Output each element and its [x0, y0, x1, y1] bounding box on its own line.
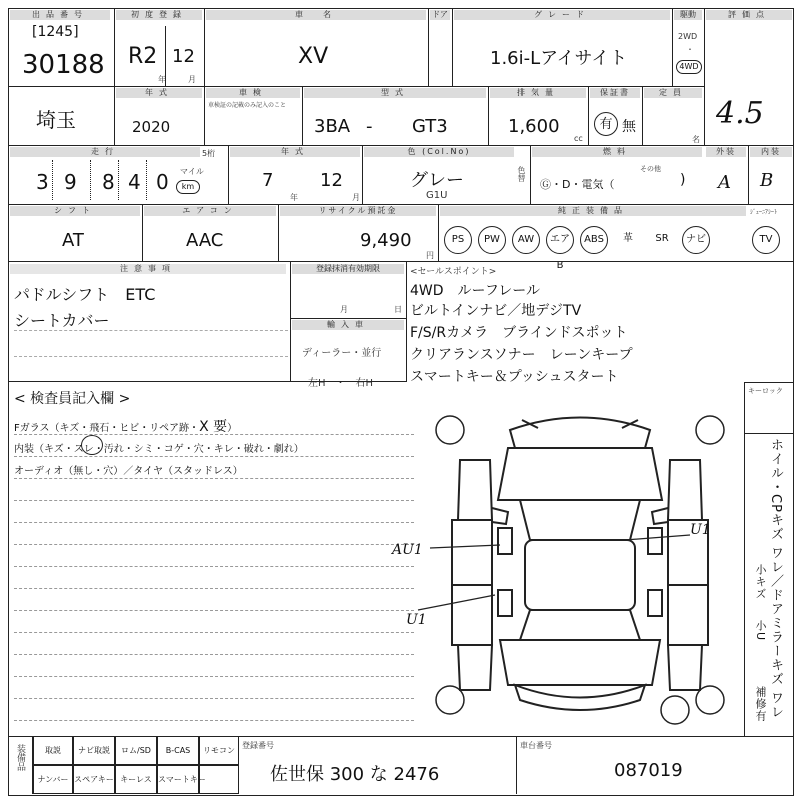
notes-line-1: パドルシフト ETC [14, 285, 156, 304]
equipment-cell: スペアキー [73, 765, 115, 794]
equipment-item: ABS [580, 226, 608, 254]
equipment-item: エアB [546, 226, 574, 254]
equipment-cell: ナンバー [33, 765, 73, 794]
car-name-header: 車 名 [206, 10, 426, 20]
plate-value: 佐世保 300 な 2476 [270, 764, 440, 785]
bottom-side-label: 装備品 [15, 744, 25, 771]
grade-header: グレード [454, 10, 670, 20]
legend-small: 小キズ [754, 564, 767, 600]
first-reg-header: 初度登録 [116, 10, 202, 20]
color-header: 色 (Col.No) [364, 147, 514, 157]
sales-header: <セールスポイント> [410, 267, 497, 277]
equipment-cell: ナビ取説 [73, 736, 115, 765]
equipment-cell: ロム/SD [115, 736, 157, 765]
exterior-header: 外装 [706, 147, 746, 157]
model-prefix: 3BA [314, 116, 351, 137]
aircon-value: AAC [186, 230, 224, 251]
notes-header: 注意事項 [10, 264, 286, 274]
door-header: ドア [430, 10, 450, 20]
equipment-item: PS [444, 226, 472, 254]
prefecture: 埼玉 [36, 108, 76, 132]
chassis-label: 車台番号 [520, 741, 552, 750]
shift-value: AT [62, 230, 84, 251]
damage-mark-au1: AU1 [392, 542, 423, 558]
drive-4wd-circled: 4WD [676, 60, 702, 74]
drive-2wd: 2WD [678, 32, 698, 41]
displacement-header: 排気量 [490, 88, 586, 98]
equipment-item: 革 [623, 233, 633, 244]
year-value: 2020 [132, 118, 171, 136]
capacity-header: 定員 [644, 88, 702, 98]
fuel-options: Ⓖ・D・電気（ [540, 178, 615, 191]
chassis-value: 087019 [614, 760, 683, 781]
year-header: 年式 [116, 88, 202, 98]
legend-repair: 補修有 [754, 686, 767, 722]
inspector-header: < 検査員記入欄 > [14, 391, 131, 407]
import-header: 輸入車 [292, 320, 404, 330]
legend-small-u: 小U [754, 620, 767, 642]
recycle-header: リサイクル預託金 [280, 206, 436, 216]
drive-header: 駆動 [674, 10, 702, 20]
interior-value: B [760, 170, 774, 191]
inspector-line-1: Fガラス（キズ・飛石・ヒビ・リペア跡・X 要） [14, 419, 238, 435]
displacement-value: 1,600 [508, 116, 560, 137]
equipment-cell: 取説 [33, 736, 73, 765]
plate-label: 登録番号 [242, 741, 274, 750]
first-reg-era: R2 [128, 44, 158, 69]
exterior-value: A [718, 172, 731, 193]
inspector-line-3: オーディオ（無し・穴）／タイヤ（スタッドレス） [14, 466, 243, 477]
rating-header: 評価点 [706, 10, 792, 20]
equipment-item: ナビ [682, 226, 710, 254]
inspection-header: 車検 [206, 88, 300, 98]
equipment-item: SR [655, 233, 669, 244]
equipment-item: TV [752, 226, 780, 254]
model-code: GT3 [412, 116, 448, 137]
equipment-header: 純正装備品 [440, 206, 746, 216]
mileage-km-circled: km [176, 180, 200, 194]
notes-line-2: シートカバー [14, 311, 110, 330]
fuel-header: 燃料 [532, 147, 702, 157]
equipment-item: AW [512, 226, 540, 254]
damage-mark-u1-right: U1 [690, 522, 711, 538]
equipment-cell: B-CAS [157, 736, 199, 765]
shift-header: シフト [10, 206, 140, 216]
lot-header: 出品番号 [10, 10, 110, 20]
grade-value: 1.6i-Lアイサイト [490, 48, 628, 69]
warranty-header: 保証書 [590, 88, 640, 98]
equipment-cell: リモコン [199, 736, 239, 765]
lot-number: 30188 [22, 50, 105, 80]
color-code: G1U [426, 190, 448, 201]
inspection-note: 車検証の記載のみ記入のこと [208, 102, 287, 109]
equipment-cell: スマートキー [157, 765, 199, 794]
inspector-line-2: 内装（キズ・スレ・汚れ・シミ・コゲ・穴・キレ・破れ・劇れ） [14, 444, 304, 455]
recycle-value: 9,490 [360, 230, 412, 251]
car-name-value: XV [298, 44, 329, 69]
first-reg-month: 12 [172, 46, 195, 67]
color-value: グレー [410, 170, 464, 191]
mileage-year-header: 年式 [230, 147, 360, 157]
equipment-item: PW [478, 226, 506, 254]
warranty-yes-circled: 有 [594, 112, 618, 136]
lot-bracket: [1245] [32, 24, 79, 40]
rating-value: 4.5 [716, 96, 764, 131]
equipment-cell: キーレス [115, 765, 157, 794]
interior-header: 内装 [750, 147, 792, 157]
equipment-cell [199, 765, 239, 794]
aircon-header: エアコン [144, 206, 276, 216]
legend-main: ホイル・CPキズ ワレ／ドアミラーキズ ワレ [768, 438, 783, 720]
damage-mark-u1-left: U1 [406, 612, 427, 628]
model-header: 型式 [304, 88, 486, 98]
mileage-header: 走行 [10, 147, 200, 157]
regdate-header: 登録抹消有効期限 [292, 264, 404, 274]
